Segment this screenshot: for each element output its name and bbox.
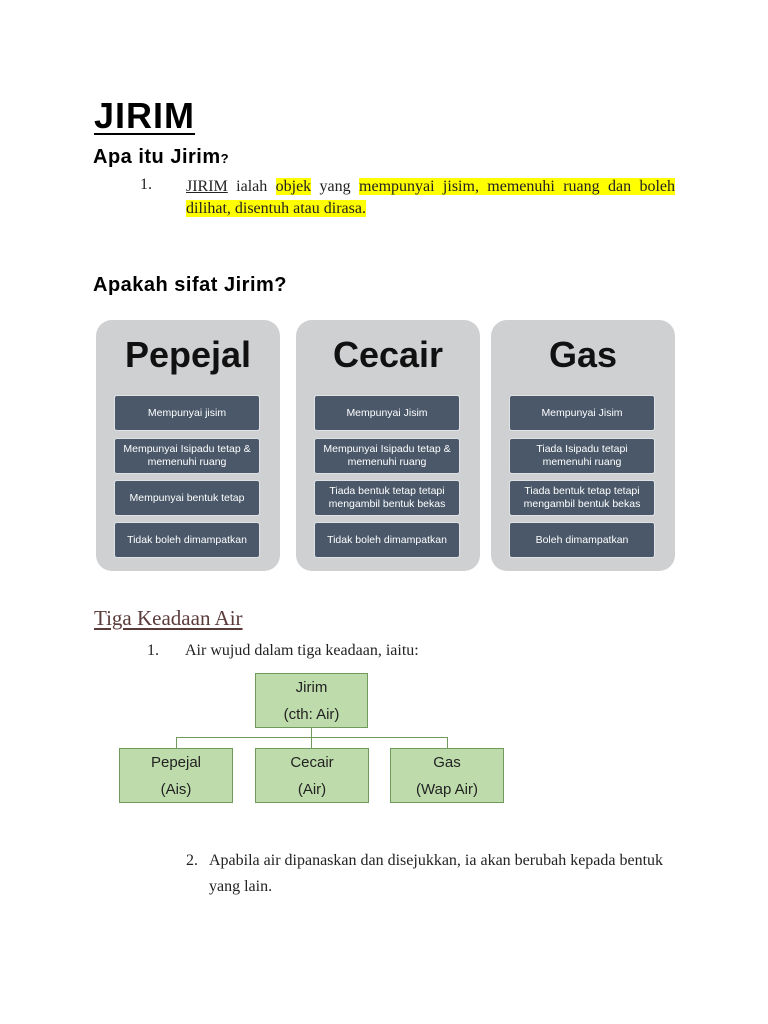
property-pill: Mempunyai Jisim [314,395,460,431]
property-pill: Tiada bentuk tetap tetapi mengambil bentuk bekas [314,480,460,516]
item1-text: Air wujud dalam tiga keadaan, iaitu: [185,642,419,659]
tree-connector [176,737,177,748]
definition-word-yang: yang [319,178,351,195]
tree-node-line: Cecair [290,753,334,771]
card-cecair [296,320,480,571]
property-pill: Mempunyai Isipadu tetap & memenuhi ruang [314,438,460,474]
tree-connector [176,737,448,738]
tree-node-gas [390,748,504,803]
card-title: Gas [548,334,618,375]
property-pill: Mempunyai Jisim [509,395,655,431]
card-gas [491,320,675,571]
heading-what-is-matter [93,144,229,172]
property-pill: Tiada bentuk tetap tetapi mengambil bentuk bekas [509,480,655,516]
card-pepejal [96,320,280,571]
definition-term: JIRIM [186,178,228,195]
property-pill: Tiada Isipadu tetapi memenuhi ruang [509,438,655,474]
property-pill: Mempunyai Isipadu tetap & memenuhi ruang [114,438,260,474]
heading-properties: Apakah sifat Jirim? [93,274,288,296]
item2-number: 2. [186,852,198,869]
tree-node-line: Pepejal [150,753,202,771]
tree-node-line: (Air) [297,780,327,798]
definition-number: 1. [140,176,152,193]
property-pill: Mempunyai bentuk tetap [114,480,260,516]
heading-question-mark: ? [220,151,230,166]
property-pill: Tidak boleh dimampatkan [314,522,460,558]
heading-what-is-matter-text: Apa itu Jirim [93,146,221,168]
item1-number: 1. [147,642,159,659]
tree-node-pepejal [119,748,233,803]
property-pill: Boleh dimampatkan [509,522,655,558]
page-title: JIRIM [94,95,196,136]
tree-node-line: (cth: Air) [283,705,340,723]
property-pill: Mempunyai jisim [114,395,260,431]
property-pill: Tidak boleh dimampatkan [114,522,260,558]
tree-node-line: Gas [433,753,461,771]
highlight-objek: objek [275,178,312,195]
item2-text: Apabila air dipanaskan dan disejukkan, ia akan berubah kepada bentuk yang lain. [209,852,664,895]
card-title: Cecair [332,334,444,375]
tree-node-line: (Ais) [160,780,192,798]
highlight-definition: mempunyai jisim, memenuhi ruang dan boleh dilihat, disentuh atau dirasa. [186,178,676,217]
tree-connector [447,737,448,748]
heading-three-states: Tiga Keadaan Air [94,606,243,630]
tree-node-root [255,673,368,728]
tree-connector [311,737,312,748]
definition-word-ialah: ialah [236,178,268,195]
tree-node-line: Jirim [295,678,328,696]
tree-node-line: (Wap Air) [416,780,478,798]
tree-node-cecair [255,748,369,803]
definition-text [186,176,675,220]
card-title: Pepejal [124,334,252,375]
